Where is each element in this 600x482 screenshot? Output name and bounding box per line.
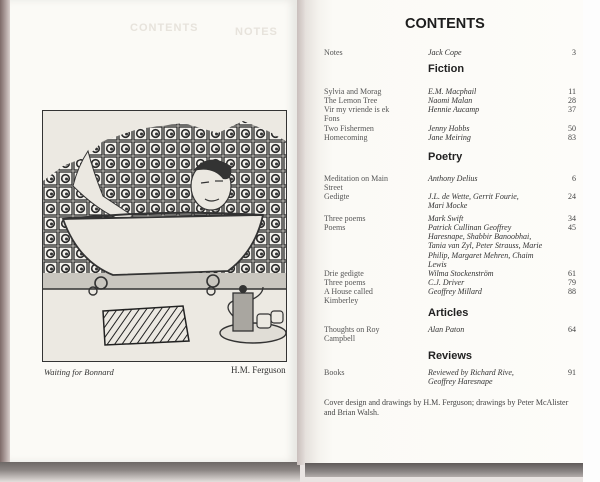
entry-author: Alan Paton bbox=[428, 325, 465, 334]
entry-title: Vir my vriende is ek Fons bbox=[324, 105, 390, 124]
entry-title: Gedigte bbox=[324, 192, 350, 201]
entry-author: Hennie Aucamp bbox=[428, 105, 480, 114]
entry-page: 45 bbox=[568, 223, 576, 232]
entry-title: Notes bbox=[324, 48, 343, 57]
book-left-edge bbox=[0, 0, 10, 465]
section-heading-fiction: Fiction bbox=[428, 63, 465, 75]
section-heading-poetry: Poetry bbox=[428, 151, 463, 163]
show-through-text: NOTES bbox=[235, 26, 278, 38]
entry-author: Mark Swift bbox=[428, 214, 464, 223]
entry-author: Jane Meiring bbox=[428, 133, 471, 142]
entry-page: 83 bbox=[568, 133, 576, 142]
right-page-bottom-edge bbox=[305, 463, 585, 477]
entry-author: Wilma Stockenström bbox=[428, 269, 494, 278]
entry-page: 64 bbox=[568, 325, 576, 334]
page-title: CONTENTS bbox=[405, 16, 485, 32]
left-page-bottom-edge bbox=[0, 462, 300, 482]
entry-page: 91 bbox=[568, 368, 576, 377]
entry-author: J.L. de Wette, Gerrit Fourie, Mari Mocke bbox=[428, 192, 519, 211]
entry-title: Thoughts on Roy Campbell bbox=[324, 325, 380, 344]
section-heading-reviews: Reviews bbox=[428, 350, 473, 362]
entry-page: 24 bbox=[568, 192, 576, 201]
entry-title: Sylvia and Morag bbox=[324, 87, 382, 96]
entry-page: 11 bbox=[568, 87, 576, 96]
entry-page: 88 bbox=[568, 287, 576, 296]
illustration-artist: H.M. Ferguson bbox=[231, 365, 286, 375]
entry-author: Geoffrey Millard bbox=[428, 287, 482, 296]
entry-title: A House called Kimberley bbox=[324, 287, 373, 306]
entry-title: Drie gedigte bbox=[324, 269, 364, 278]
entry-title: Homecoming bbox=[324, 133, 368, 142]
entry-page: 28 bbox=[568, 96, 576, 105]
scan-background bbox=[583, 0, 600, 482]
entry-page: 61 bbox=[568, 269, 576, 278]
entry-title: Books bbox=[324, 368, 345, 377]
credits-note: Cover design and drawings by H.M. Ferguson; drawings by Peter McAlister and Brian Walsh. bbox=[324, 398, 569, 417]
entry-author: Naomi Malan bbox=[428, 96, 473, 105]
entry-page: 79 bbox=[568, 278, 576, 287]
entry-author: Jenny Hobbs bbox=[428, 124, 470, 133]
illustration-caption: Waiting for Bonnard bbox=[44, 367, 114, 377]
entry-page: 3 bbox=[572, 48, 576, 57]
show-through-text: CONTENTS bbox=[130, 22, 199, 34]
entry-page: 37 bbox=[568, 105, 576, 114]
entry-author: Jack Cope bbox=[428, 48, 462, 57]
entry-author: E.M. Macphail bbox=[428, 87, 477, 96]
entry-page: 34 bbox=[568, 214, 576, 223]
entry-author: Reviewed by Richard Rive, Geoffrey Haresnape bbox=[428, 368, 514, 387]
entry-title: Three poems bbox=[324, 278, 366, 287]
entry-author: Anthony Delius bbox=[428, 174, 478, 183]
entry-page: 50 bbox=[568, 124, 576, 133]
entry-author: Patrick Cullinan Geoffrey Haresnape, Shabbir Banoobhai, Tania van Zyl, Peter Strauss, Marie Philip, Margaret Mehren, Chaim Lewis bbox=[428, 223, 543, 269]
entry-title: Three poems bbox=[324, 214, 366, 223]
bathtub-illustration bbox=[42, 110, 287, 362]
entry-author: C.J. Driver bbox=[428, 278, 465, 287]
entry-page: 6 bbox=[572, 174, 576, 183]
illustration-drawing bbox=[43, 111, 286, 361]
entry-title: Two Fishermen bbox=[324, 124, 374, 133]
entry-title: Meditation on Main Street bbox=[324, 174, 388, 193]
section-heading-articles: Articles bbox=[428, 307, 469, 319]
entry-title: The Lemon Tree bbox=[324, 96, 378, 105]
entry-title: Poems bbox=[324, 223, 346, 232]
